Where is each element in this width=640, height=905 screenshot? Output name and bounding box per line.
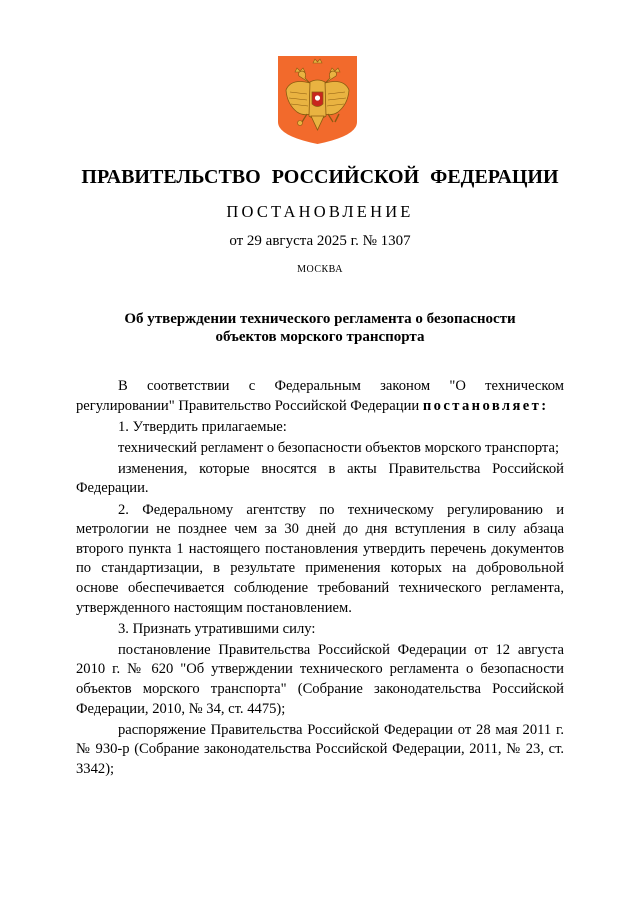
item-3-order: распоряжение Правительства Российской Федерации от 28 мая 2011 г. № 930-р (Собрание законодательства Российской Федерации, 2011, № 23, ст. 3342);	[76, 721, 564, 777]
document-body	[76, 377, 564, 781]
preamble-paragraph	[76, 377, 564, 416]
emblem	[277, 56, 358, 144]
resolves-word: постановляет:	[422, 397, 549, 414]
subject-line-2: объектов морского транспорта	[215, 329, 425, 345]
document-date-number: от 29 августа 2025 г. № 1307	[229, 233, 411, 249]
coat-of-arms-icon	[277, 56, 358, 144]
item-1-regulation: технический регламент о безопасности объектов морского транспорта;	[118, 439, 560, 456]
item-1-amendments: изменения, которые вносятся в акты Правительства Российской Федерации.	[76, 460, 564, 497]
government-title: ПРАВИТЕЛЬСТВО РОССИЙСКОЙ ФЕДЕРАЦИИ	[81, 166, 559, 188]
document-city: МОСКВА	[297, 264, 343, 275]
item-3-resolution: постановление Правительства Российской Федерации от 12 августа 2010 г. № 620 "Об утверждении технического регламента о безопасности объектов морского транспорта" (Собрание законодательства Российской Федерации, 2010, № 34, ст. 4475);	[76, 641, 564, 717]
document-type: ПОСТАНОВЛЕНИЕ	[226, 202, 414, 221]
item-1: 1. Утвердить прилагаемые:	[118, 418, 287, 435]
subject-line-1: Об утверждении технического регламента о безопасности	[124, 311, 516, 327]
preamble-text: В соответствии с Федеральным законом "О техническом регулировании" Правительство Российской Федерации	[76, 378, 564, 414]
item-2: 2. Федеральному агентству по техническому регулированию и метрологии не позднее чем за 30 дней до дня вступления в силу абзаца второго пункта 1 настоящего постановления утвердить перечень документов по стандартизации, в результате применения которых на добровольной основе обеспечивается соблюдение требований технического регламента, утвержденного настоящим постановлением.	[76, 501, 564, 616]
document-subject	[100, 310, 540, 346]
item-3: 3. Признать утратившими силу:	[118, 620, 316, 637]
